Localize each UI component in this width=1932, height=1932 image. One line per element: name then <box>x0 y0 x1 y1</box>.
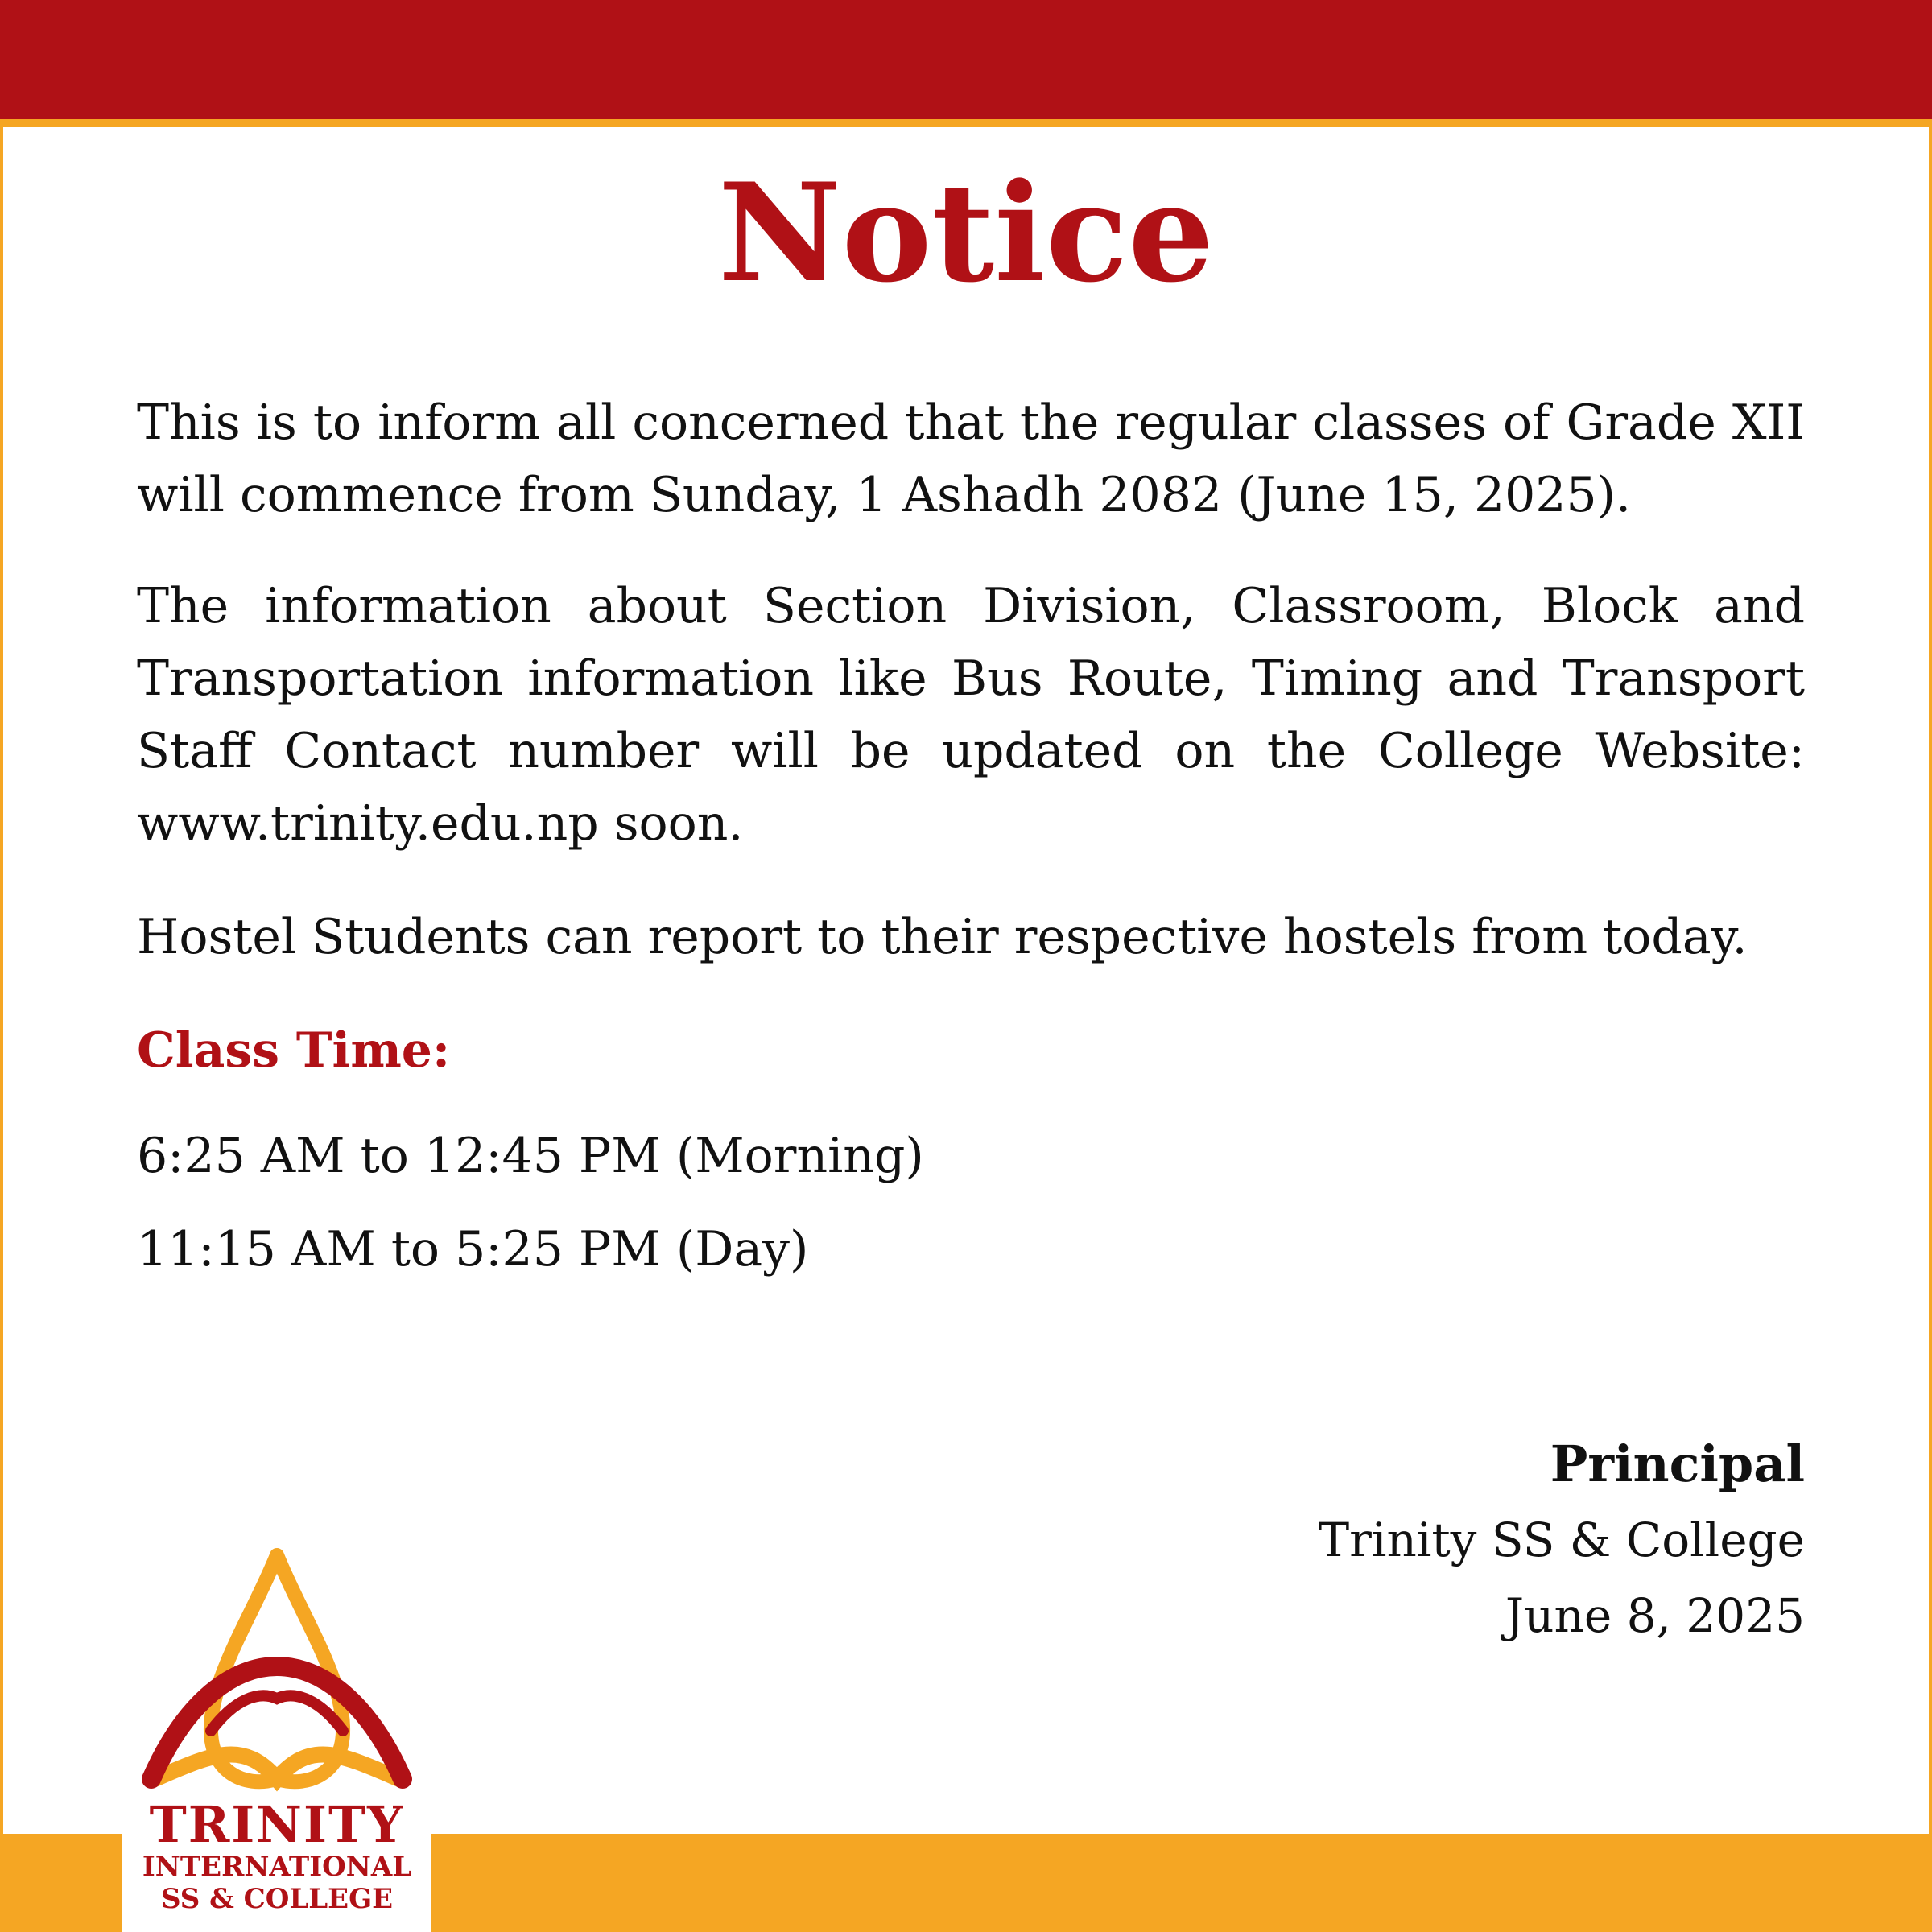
notice-title: Notice <box>717 153 1215 312</box>
signature-title: Principal <box>1550 1435 1805 1493</box>
class-time-day: 11:15 AM to 5:25 PM (Day) <box>137 1221 809 1278</box>
trinity-knot-icon <box>122 1538 431 1803</box>
class-time-heading: Class Time: <box>137 1022 451 1079</box>
paragraph-classes-commence: This is to inform all concerned that the regular classes of Grade XII will commence from Sunday, 1 Ashadh 2082 (June 15, 2025). <box>137 394 1805 523</box>
notice-body <box>137 386 1805 1296</box>
signature-block <box>1319 1426 1806 1653</box>
signature-organization: Trinity SS & College <box>1318 1513 1805 1567</box>
class-time-morning: 6:25 AM to 12:45 PM (Morning) <box>137 1128 924 1184</box>
signature-date: June 8, 2025 <box>1505 1588 1805 1643</box>
college-logo <box>122 1538 431 1932</box>
logo-line-international: INTERNATIONAL <box>142 1851 412 1883</box>
paragraph-hostel: Hostel Students can report to their respective hostels from today. <box>137 909 1748 965</box>
logo-line-college: SS & COLLEGE <box>160 1883 394 1915</box>
logo-name: TRINITY <box>149 1795 405 1854</box>
logo-text <box>122 1795 431 1915</box>
header-band <box>0 0 1932 127</box>
paragraph-section-info: The information about Section Division, Classroom, Block and Transportation information like Bus Route, Timing and Transport Staff Contact number will be updated on the College Website: www.trinity.edu.np soon. <box>137 578 1805 852</box>
